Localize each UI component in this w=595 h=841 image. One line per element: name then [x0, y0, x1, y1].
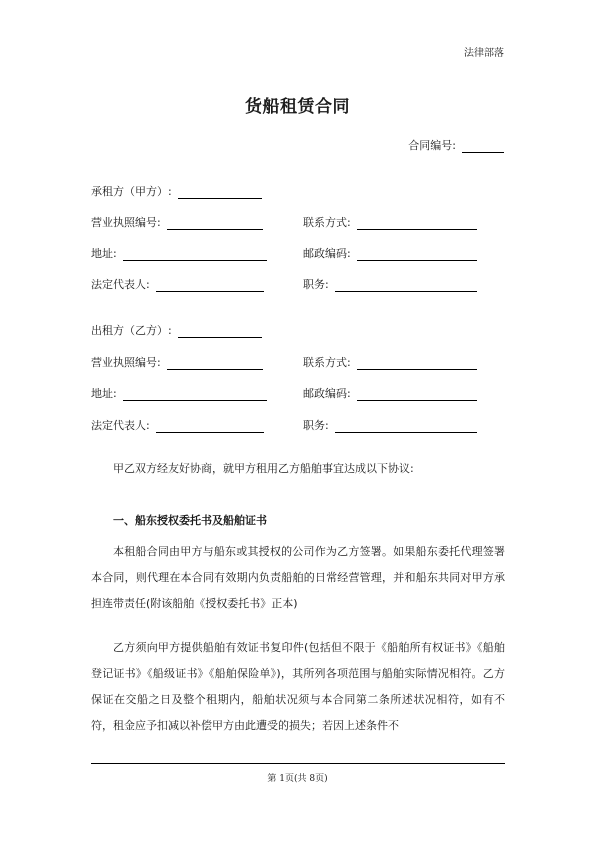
party-a-contact-label: 联系方式:: [303, 216, 351, 229]
party-b-license-blank[interactable]: [167, 356, 263, 370]
party-b-name-blank[interactable]: [178, 324, 262, 338]
party-a-rep-label: 法定代表人:: [91, 278, 150, 291]
party-a-rep-blank[interactable]: [156, 278, 264, 292]
footer-divider: [91, 763, 505, 764]
party-a-contact-blank[interactable]: [357, 216, 477, 230]
party-b-contact-label: 联系方式:: [303, 356, 351, 369]
party-a-position-label: 职务:: [303, 278, 329, 291]
party-b-position-blank[interactable]: [335, 419, 477, 433]
contract-number: [408, 137, 504, 153]
party-a-address-blank[interactable]: [123, 247, 267, 261]
party-a-label: 承租方（甲方）:: [91, 185, 172, 198]
party-a-position-row: [303, 276, 477, 292]
party-a-license-row: [91, 214, 263, 230]
section-heading: 一、船东授权委托书及船舶证书: [113, 514, 267, 527]
party-b-contact-row: [303, 354, 477, 370]
contract-number-blank[interactable]: [462, 139, 504, 153]
party-a-heading: [91, 183, 262, 199]
party-b-license-label: 营业执照编号:: [91, 356, 161, 369]
party-b-position-label: 职务:: [303, 419, 329, 432]
body-paragraph-1: 本租船合同由甲方与船东或其授权的公司作为乙方签署。如果船东委托代理签署本合同，则代理在本合同有效期内负责船舶的日常经营管理，并和船东共同对甲方承担连带责任(附该船舶《授权委托书》正本): [91, 545, 505, 610]
party-b-postcode-label: 邮政编码:: [303, 387, 351, 400]
party-b-contact-blank[interactable]: [357, 356, 477, 370]
party-b-heading: [91, 322, 262, 338]
party-b-postcode-row: [303, 385, 477, 401]
party-a-rep-row: [91, 276, 264, 292]
party-a-position-blank[interactable]: [335, 278, 477, 292]
party-a-postcode-blank[interactable]: [357, 247, 477, 261]
party-b-postcode-blank[interactable]: [357, 387, 477, 401]
party-b-license-row: [91, 354, 263, 370]
header-brand: 法律部落: [464, 48, 504, 59]
party-a-address-label: 地址:: [91, 247, 117, 260]
party-a-name-blank[interactable]: [178, 185, 262, 199]
party-b-rep-label: 法定代表人:: [91, 419, 150, 432]
party-b-position-row: [303, 417, 477, 433]
document-title: 货船租赁合同: [245, 97, 350, 117]
party-b-rep-blank[interactable]: [156, 419, 264, 433]
party-b-rep-row: [91, 417, 264, 433]
party-b-label: 出租方（乙方）:: [91, 324, 172, 337]
party-a-address-row: [91, 245, 267, 261]
page-number: 第 1页(共 8页): [267, 774, 328, 784]
party-a-license-label: 营业执照编号:: [91, 216, 161, 229]
party-a-contact-row: [303, 214, 477, 230]
intro-paragraph: 甲乙双方经友好协商，就甲方租用乙方船舶事宜达成以下协议:: [113, 462, 414, 475]
party-b-address-label: 地址:: [91, 387, 117, 400]
party-a-postcode-row: [303, 245, 477, 261]
party-a-postcode-label: 邮政编码:: [303, 247, 351, 260]
party-b-address-blank[interactable]: [123, 387, 267, 401]
body-paragraph-2: 乙方须向甲方提供船舶有效证书复印件(包括但不限于《船舶所有权证书》《船舶登记证书》《船级证书》《船舶保险单》)，其所列各项范围与船舶实际情况相符。乙方保证在交船之日及整个租期内，船舶状况须与本合同第二条所述状况相符，如有不符，租金应予扣减以补偿甲方由此遭受的损失；若因上述条件不: [91, 641, 505, 732]
party-a-license-blank[interactable]: [167, 216, 263, 230]
party-b-address-row: [91, 385, 267, 401]
contract-number-label: 合同编号:: [408, 139, 456, 152]
